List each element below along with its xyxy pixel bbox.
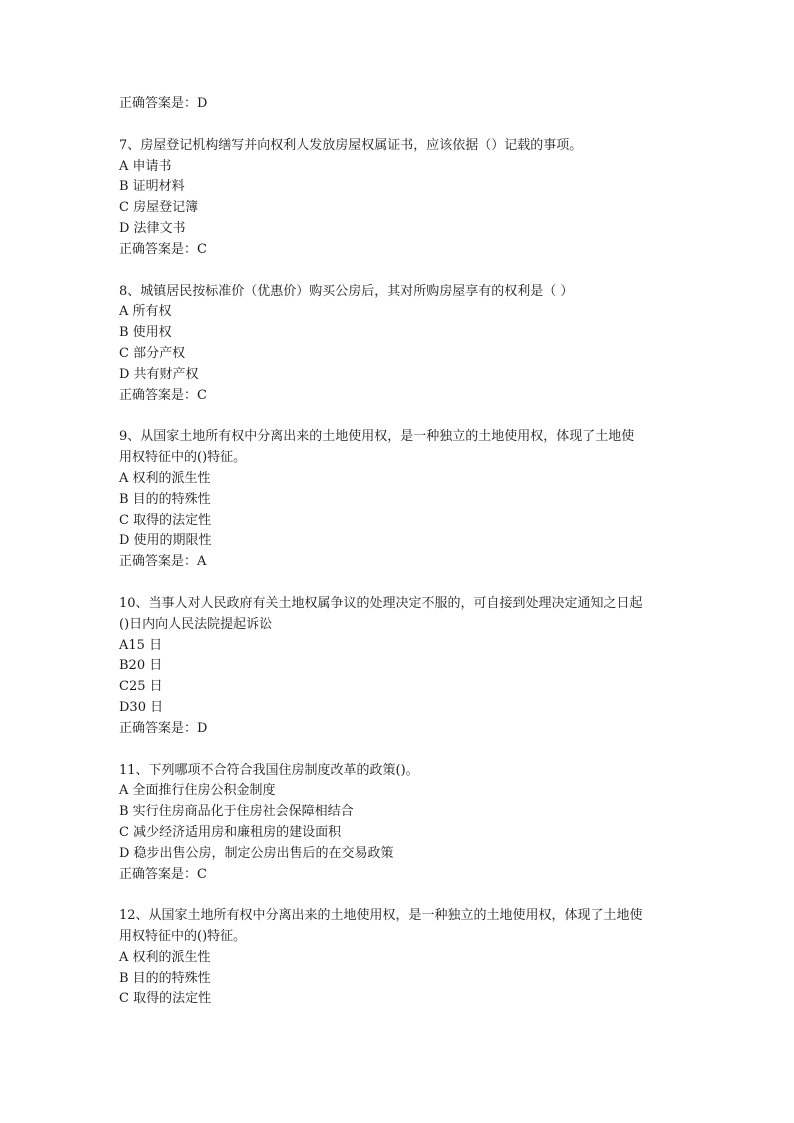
spacer [119, 740, 689, 761]
question-text-line-2: ()日内向人民法院提起诉讼 [119, 616, 273, 632]
answer-line: 正确答案是：C [119, 387, 207, 403]
question-block [119, 761, 689, 886]
spacer [119, 261, 689, 282]
question-text-line-1: 12、从国家土地所有权中分离出来的土地使用权，是一种独立的土地使用权，体现了土地使 [119, 908, 643, 924]
answer-line: 正确答案是：D [119, 720, 208, 736]
option-c: C 部分产权 [119, 345, 186, 361]
option-a: A 申请书 [119, 158, 172, 174]
question-text-line-2: 用权特征中的()特征。 [119, 450, 247, 466]
option-c: C 减少经济适用房和廉租房的建设面积 [119, 824, 342, 840]
option-a: A 所有权 [119, 304, 172, 320]
option-b: B 证明材料 [119, 179, 185, 195]
question-text: 8、城镇居民按标准价（优惠价）购买公房后，其对所购房屋享有的权利是（ ） [119, 283, 574, 299]
question-text-line-1: 10、当事人对人民政府有关土地权属争议的处理决定不服的，可自接到处理决定通知之日起 [119, 595, 643, 611]
answer-line: 正确答案是：C [119, 241, 207, 257]
option-b: B 实行住房商品化于住房社会保障相结合 [119, 804, 354, 820]
spacer [119, 573, 689, 594]
option-c: C25 日 [119, 679, 163, 695]
question-block [119, 594, 689, 740]
option-d: D 法律文书 [119, 220, 186, 236]
option-b: B 目的的特殊性 [119, 970, 211, 986]
question-block [119, 906, 689, 1010]
option-c: C 房屋登记簿 [119, 200, 199, 216]
option-d: D 共有财产权 [119, 366, 199, 382]
document-page [119, 94, 689, 1010]
question-text-line-1: 9、从国家土地所有权中分离出来的土地使用权，是一种独立的土地使用权，体现了土地使 [119, 429, 635, 445]
option-a: A 权利的派生性 [119, 470, 211, 486]
question-text: 7、房屋登记机构缮写并向权利人发放房屋权属证书，应该依据（）记载的事项。 [119, 137, 583, 153]
option-c: C 取得的法定性 [119, 991, 212, 1007]
option-a: A 全面推行住房公积金制度 [119, 783, 276, 799]
question-block [119, 136, 689, 261]
option-b: B20 日 [119, 658, 163, 674]
spacer [119, 406, 689, 427]
option-c: C 取得的法定性 [119, 512, 212, 528]
answer-line: 正确答案是：D [119, 96, 208, 111]
spacer [119, 885, 689, 906]
question-block [119, 427, 689, 573]
question-text: 11、下列哪项不合符合我国住房制度改革的政策()。 [119, 762, 419, 778]
answer-line: 正确答案是：C [119, 866, 207, 882]
question-block [119, 282, 689, 407]
question-text-line-2: 用权特征中的()特征。 [119, 929, 247, 945]
answer-line: 正确答案是：A [119, 554, 207, 570]
option-b: B 使用权 [119, 325, 172, 341]
spacer [119, 115, 689, 136]
option-d: D 使用的期限性 [119, 533, 212, 549]
option-d: D 稳步出售公房，制定公房出售后的在交易政策 [119, 845, 394, 861]
option-a: A 权利的派生性 [119, 949, 211, 965]
option-a: A15 日 [119, 637, 163, 653]
option-b: B 目的的特殊性 [119, 491, 211, 507]
option-d: D30 日 [119, 699, 164, 715]
